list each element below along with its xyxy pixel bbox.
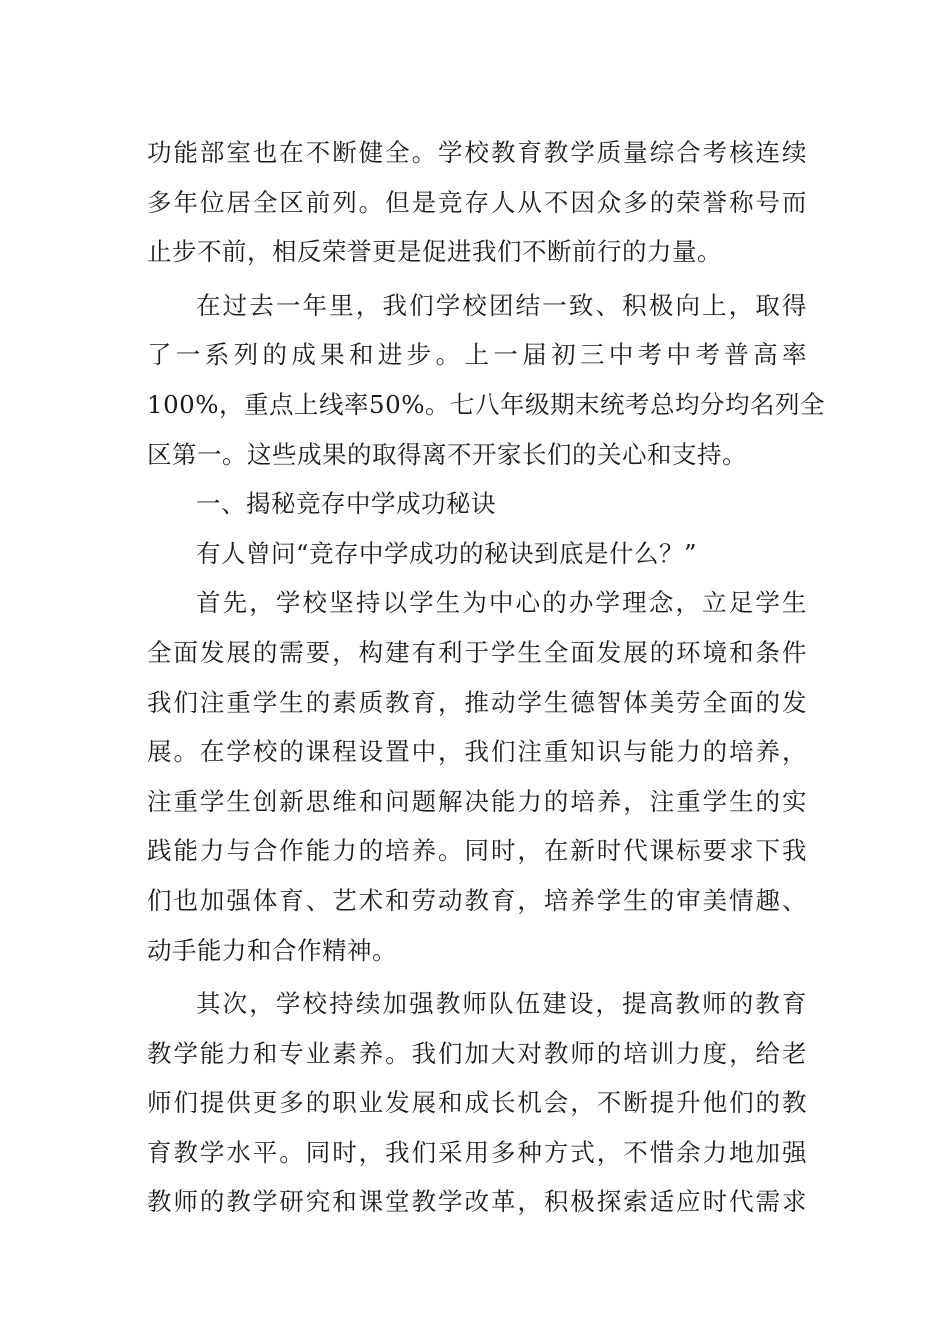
text-line: 功能部室也在不断健全。学校教育教学质量综合考核连续 — [147, 138, 807, 167]
heading-line: 一、揭秘竞存中学成功秘诀 — [196, 489, 496, 519]
text-line: 践能力与合作能力的培养。同时，在新时代课标要求下我 — [147, 836, 807, 866]
text-line: 其次，学校持续加强教师队伍建设，提高教师的教育 — [196, 989, 807, 1019]
text-line: 区第一。这些成果的取得离不开家长们的关心和支持。 — [147, 439, 747, 469]
text-line: 全面发展的需要，构建有利于学生全面发展的环境和条件 — [147, 637, 807, 667]
text-line: 教学能力和专业素养。我们加大对教师的培训力度，给老 — [147, 1038, 807, 1068]
text-line: 教师的教学研究和课堂教学改革，积极探索适应时代需求 — [147, 1187, 807, 1217]
text-line: 多年位居全区前列。但是竞存人从不因众多的荣誉称号而 — [147, 187, 807, 217]
paragraph-3 — [147, 529, 807, 579]
paragraph-5 — [147, 979, 807, 1227]
text-line: 有人曾问“竞存中学成功的秘诀到底是什么？” — [196, 538, 698, 568]
text-line: 在过去一年里，我们学校团结一致、积极向上，取得 — [196, 290, 807, 320]
text-line: 我们注重学生的素质教育，推动学生德智体美劳全面的发 — [147, 687, 807, 717]
text-line: 们也加强体育、艺术和劳动教育，培养学生的审美情趣、 — [147, 885, 807, 915]
text-line: 首先，学校坚持以学生为中心的办学理念，立足学生 — [196, 588, 807, 618]
text-line: 注重学生创新思维和问题解决能力的培养，注重学生的实 — [147, 786, 807, 816]
text-line: 师们提供更多的职业发展和成长机会，不断提升他们的教 — [147, 1088, 807, 1118]
paragraph-1 — [147, 128, 807, 277]
paragraph-4 — [147, 578, 807, 975]
text-line: 展。在学校的课程设置中，我们注重知识与能力的培养， — [147, 737, 807, 767]
paragraph-2 — [147, 281, 825, 479]
text-line: 100%，重点上线率50%。七八年级期末统考总均分均名列全 — [147, 389, 825, 419]
text-line: 止步不前，相反荣誉更是促进我们不断前行的力量。 — [147, 237, 722, 267]
document-page — [147, 128, 825, 1227]
section-heading-1 — [147, 479, 807, 529]
text-line: 动手能力和合作精神。 — [147, 935, 397, 965]
text-line: 了一系列的成果和进步。上一届初三中考中考普高率 — [147, 340, 807, 370]
text-line: 育教学水平。同时，我们采用多种方式，不惜余力地加强 — [147, 1137, 807, 1167]
